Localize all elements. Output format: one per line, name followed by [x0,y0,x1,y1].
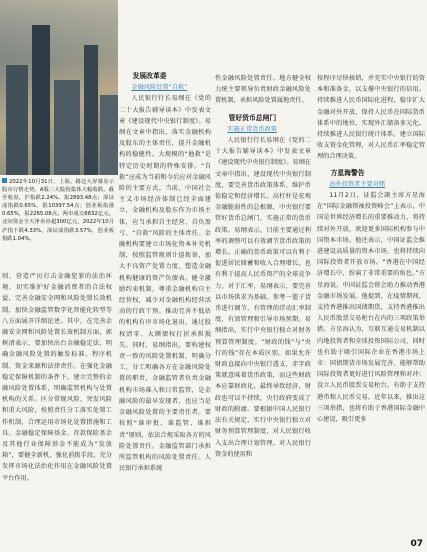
column-3 [215,73,311,460]
section-subtitle: 金融风险处置“自救” [131,84,188,92]
column-4-paragraph: 11月2日，证监会副主席方星海在“国际金融领袖投资峰会”上表示，中国是世界经济增长的重要推动力，将持续对外开放，欢迎更多国际机构参与中国资本市场。他还表示，中国证监会推进建设高质量的资本市场，也将持续向国际投资者开放市场。“香港在中国经济增长中，扮演了非常重要的角色。”方星海说，中国证监会将会助力推动香港金融市场发展。他提到，在疫情期间，支持香港推出国债期货，支持香港推出人民币股票交易柜台在内的三项政策举措。方星海认为，互联互通交易机制以内地投资者和全球投资国际公司，同时也有助于吸引国际企业在香港市场上市：国债期货市场发展完善，能够帮助国际投资者更好进行风险管理和对冲；设立人民币股票交易柜台，有助于支持港币和人民币交易。近年以来，推出这三项举措，也将有助于香港国际金融中心建设，吸引更多 [317,192,425,424]
photo-caption [2,178,114,243]
column-3-lead-paragraph: 性金融风险处置责任。地方健全权力统主要领导负责财政金融风险处置机制，承担风险处置属地责任。 [215,75,311,105]
column-1 [2,271,112,484]
section-title: 发展改革委 [132,72,167,80]
section-title: 方星海警告 [330,168,365,177]
column-4 [317,73,425,425]
photo-building [32,25,50,175]
photo-caption-text: 2022年10月31日，上海。路边大屏幕显示股市行情走势。A股三大股指集体大幅收跌。截至收盘，沪指跌2.24%，报2893.48点；深证成指跌0.65%，报10397.54点；创业板指涨0.65%，报2265.08点。两市成交8832亿元。北向资金全天净卖出超300亿元，2022年10月沪指下跌4.33%，深证成指跌3.57%，创业板指跌1.04%。 [2,179,114,242]
photo-building [54,80,80,175]
photo-sky [0,0,118,60]
caption-marker-icon [2,178,7,183]
column-2-paragraph: 人民银行行长易纲在《党的二十大报告辅导读本》中发表文章《建设现代中央银行制度》。易纲在文章中指出，落实金融机构及股东的主体责任，提升金融机构的稳健性。大规模的“他救”是特定历史时期的特殊安排。“自救”应成为当前和今后应对金融风险的主要方式。当前，中国社会主义市场经济体制已经全面建立，金融机构及股东作为市场主体，应当承担自主经营、自负盈亏、“自救”风险的主体责任。金融机构要建立市场化资本补充机制，按照监管规则计提拨备，加大不良资产处置力度，塑造金融机构健康的资产负债表。健全激励约束机制，尊重金融机构自主经营权，减少对金融机构经营活动的行政干预。推动完善不低估的机构有序市场化退出，通过股权清零、大额债权打折承担损失。同时，易纲指出，要构建权责一致的风险处置机制，明确分工，分工明确各方在金融风险处置的职责，金融监管者负责金融机构市场准入和日常监管，是金融风险的最早发现者，也应当是金融风险处置的主要责任者。要按照“谁审批、谁监管、谁担责”原则，依法合规采取各方的风险处置责任。金融监管部门承担所监管机构的风险处置责任。人民银行承担系统 [119,95,211,473]
section-subtitle: 海外投资者不要对赌 [329,180,386,188]
column-1-paragraph: 则、营造严厉打击金融犯罪的法治环境。切实维护好金融消费者的合法权益，完善金融安全网和风险处置长效机制，加快金融监管数字化智能化转型等八方面展开详细论述。其中，在完善金融安全网和风险处置长效机制方面，郭树清表示，要加快出台金融稳定法，明确金融风险处置的触发标准、程序机制、资金来源和法律责任。在强化金融稳定保障机制的条件下，建立完整的金融风险处置体系，明确监管机构与处置机构的关系。区分常规风险、突发风险和重大风险，按照责任分工落实处置工作机制，合理运用市场化处置措施和工具。金融稳定保障基金、存款保险基金及其他行业保障基金不能成为“发放箱”，要健全新机，强化前拨手段，充分发挥市场化法治化作用在金融风险处置平台作用。 [2,273,112,482]
section-title: 管好货币总闸门 [228,113,277,122]
page-number: 07 [410,539,423,549]
photo-building [84,45,98,175]
stock-market-photo [0,0,118,175]
photo-building [6,65,28,175]
photo-building [100,95,118,175]
column-4-lead-paragraph: 按程序尽快核销，并充实中央银行的资本和准备金，以支撑中央银行的信用。持续推进人民币国际化进程，稳步扩大金融对外开放，保持人民币在国际货币体系中的地位，实现外汇储备多元化。持续推进人民银行统计体系，建立国际收支资金化管理，对人民币汇率稳定管理的合理决策。 [317,75,425,161]
column-3-paragraph: 人民银行行长易纲在《党的二十大报告辅导读本》中发表文章《建设现代中央银行制度》。易纲在文章中指出，建设现代中央银行制度，要完善货币政策体系，维护币值稳定和经济增长。高杠杆是宏观金融脆弱性的总根源，中央银行要管好货币总闸门，实施正常的货币政策。易纲表示，目前主要通过利率的调整可以有效调节货币政策的增长。正确的货币政策可以有利于促进居民储蓄和收入合理增长，也有利于提高人民币资产的全球竞争力。对于汇率，易纲表示，要完善以市场供求为基础、参考一篮子货币进行调节、有管理的浮动汇率制度，有效管理和引导市场预期。易纲指出，实行中央银行独立对财务预算管理制度。“财政的钱”与“央行的钱”存在本质区别。如果允许财政直接向中央银行透支，赤字政策就意味着货币政策，而这些财政本应靠财政化，最终导致经济，财政也可以不持续，央行政府变成了财政的附庸。要根据中国人民银行法有关规定，实行中央银行独立对财务预算管理制度，对人民银行收入支出合理计划管理。对人民银行资金的使用和 [215,137,311,458]
section-subtitle: 实施正常货币政策 [227,125,277,133]
column-2 [119,71,211,474]
